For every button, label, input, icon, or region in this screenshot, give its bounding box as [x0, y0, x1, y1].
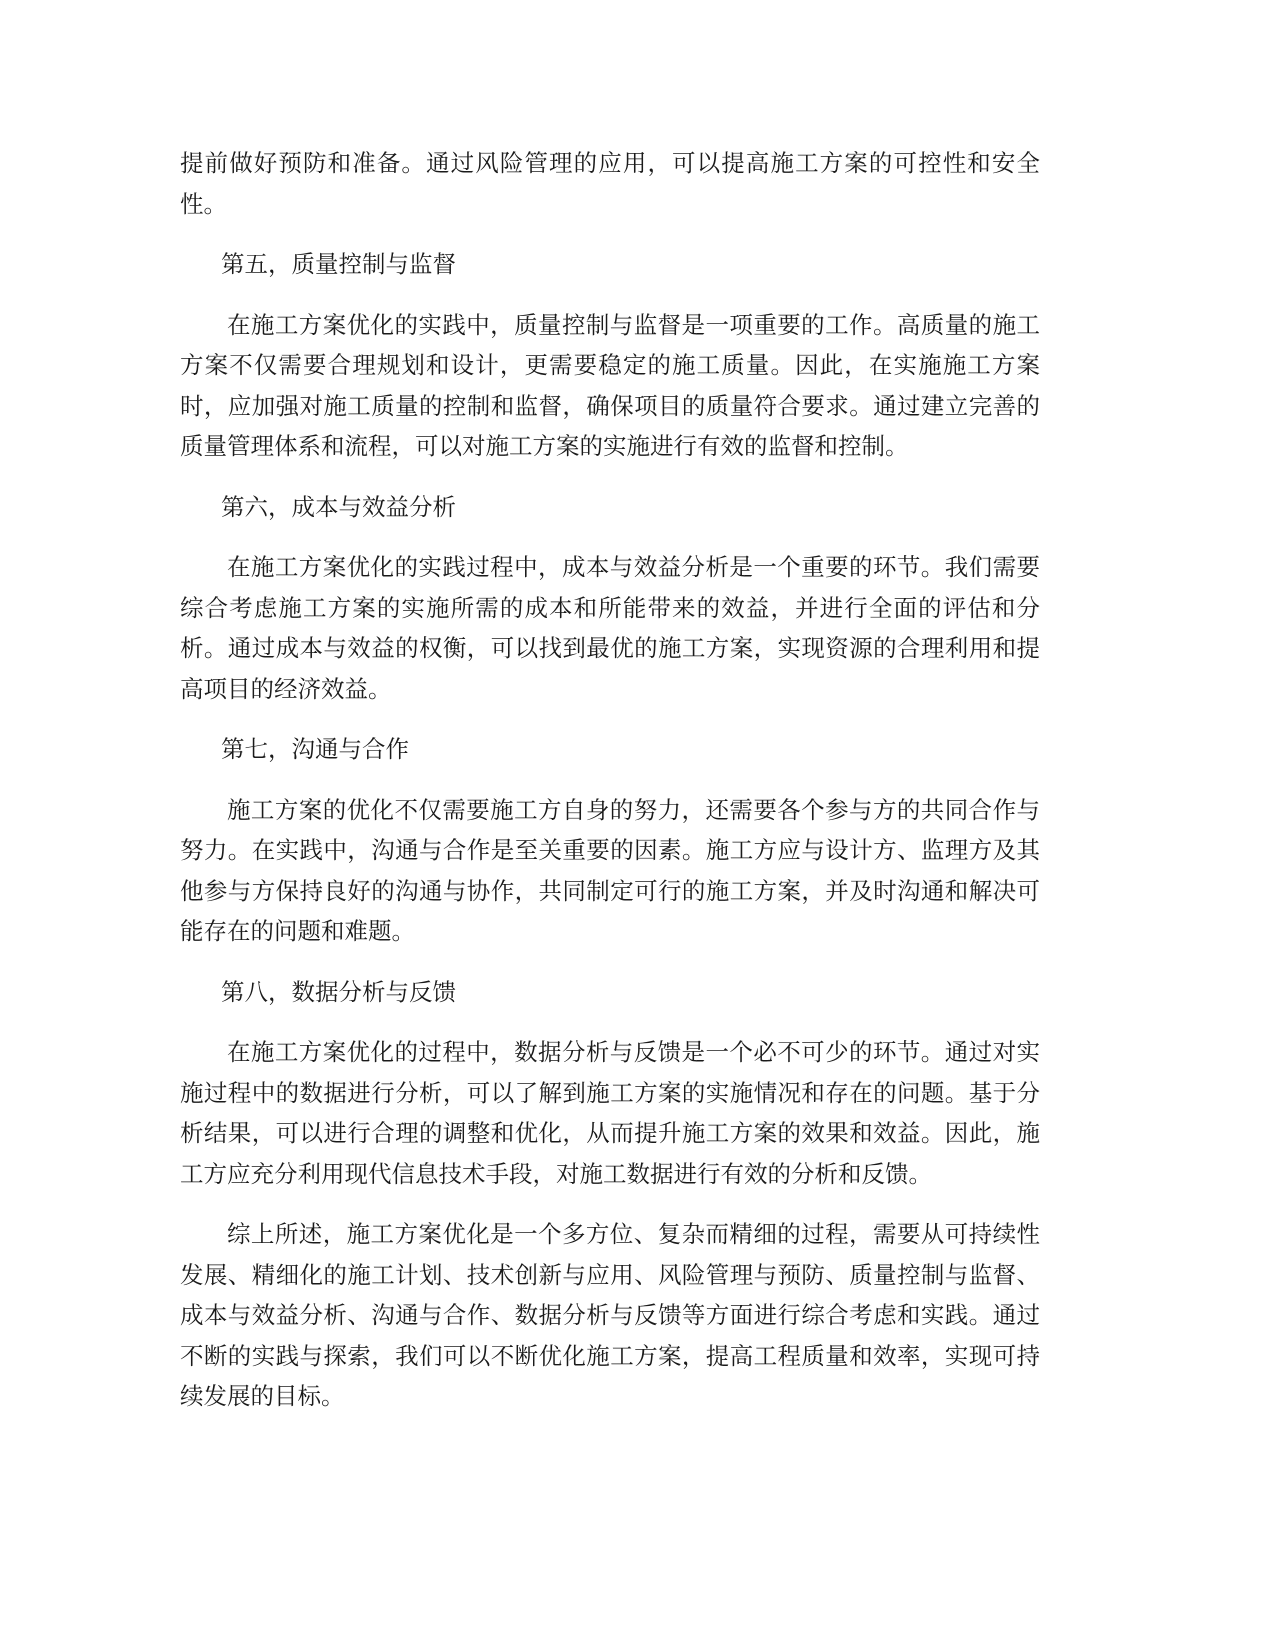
paragraph-communication: 施工方案的优化不仅需要施工方自身的努力，还需要各个参与方的共同合作与努力。在实践中，沟通与合作是至关重要的因素。施工方应与设计方、监理方及其他参与方保持良好的沟通与协作，共同制定可行的施工方案，并及时沟通和解决可能存在的问题和难题。 [180, 795, 1040, 945]
document-body [180, 143, 1040, 1437]
section-heading-5: 第五，质量控制与监督 [221, 250, 456, 278]
paragraph-quality-control: 在施工方案优化的实践中，质量控制与监督是一项重要的工作。高质量的施工方案不仅需要合理规划和设计，更需要稳定的施工质量。因此，在实施施工方案时，应加强对施工质量的控制和监督，确保项目的质量符合要求。通过建立完善的质量管理体系和流程，可以对施工方案的实施进行有效的监督和控制。 [180, 310, 1040, 460]
section-heading-6: 第六，成本与效益分析 [221, 492, 456, 521]
section-heading-7: 第七，沟通与合作 [221, 735, 409, 763]
section-heading-8: 第八，数据分析与反馈 [221, 977, 456, 1006]
paragraph-conclusion: 综上所述，施工方案优化是一个多方位、复杂而精细的过程，需要从可持续性发展、精细化的施工计划、技术创新与应用、风险管理与预防、质量控制与监督、成本与效益分析、沟通与合作、数据分析与反馈等方面进行综合考虑和实践。通过不断的实践与探索，我们可以不断优化施工方案，提高工程质量和效率，实现可持续发展的目标。 [180, 1220, 1040, 1410]
continued-paragraph: 提前做好预防和准备。通过风险管理的应用，可以提高施工方案的可控性和安全性。 [180, 149, 1040, 218]
paragraph-cost-benefit: 在施工方案优化的实践过程中，成本与效益分析是一个重要的环节。我们需要综合考虑施工方案的实施所需的成本和所能带来的效益，并进行全面的评估和分析。通过成本与效益的权衡，可以找到最优的施工方案，实现资源的合理利用和提高项目的经济效益。 [180, 553, 1040, 703]
paragraph-data-analysis: 在施工方案优化的过程中，数据分析与反馈是一个必不可少的环节。通过对实施过程中的数据进行分析，可以了解到施工方案的实施情况和存在的问题。基于分析结果，可以进行合理的调整和优化，从而提升施工方案的效果和效益。因此，施工方应充分利用现代信息技术手段，对施工数据进行有效的分析和反馈。 [180, 1038, 1040, 1188]
